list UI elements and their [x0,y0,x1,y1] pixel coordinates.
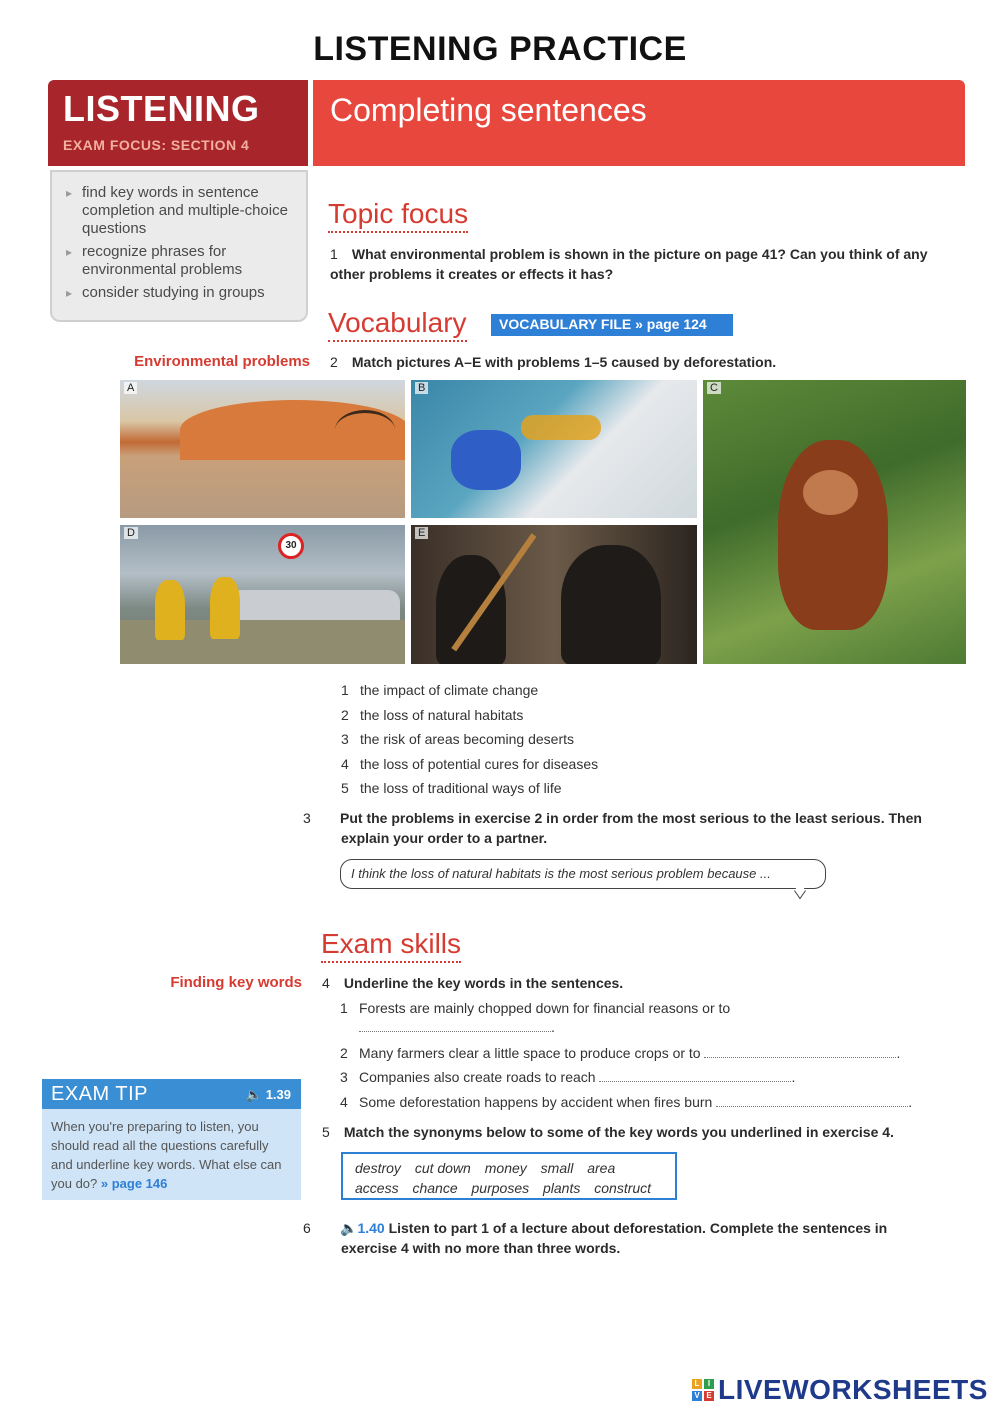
objectives-box [50,170,308,322]
speed-limit-sign: 30 [278,533,304,559]
exercise-2-text: Match pictures A–E with problems 1–5 caused by deforestation. [351,354,777,370]
sentence-end: . [791,1069,796,1085]
exercise-6 [303,1218,922,1258]
unit-title-banner [313,80,965,166]
sentence-4 [340,1092,912,1112]
item-text: the risk of areas becoming deserts [360,731,574,748]
item-number: 4 [341,755,349,772]
answer-blank[interactable] [716,1093,908,1107]
audio-track-number: 1.39 [265,1087,291,1102]
vocabulary-heading: Vocabulary [328,307,467,342]
picture-a-desert [120,380,405,518]
item-number: 3 [340,1069,348,1085]
answer-blank[interactable] [704,1044,896,1058]
sentence-1-gap [359,1017,555,1037]
speaker-icon: 🔈 [245,1087,263,1102]
list-item [341,755,598,780]
logo-letter: E [704,1391,714,1401]
exercise-4 [322,973,952,993]
exercise-number: 4 [322,975,330,991]
sentence-1 [340,998,940,1018]
exercise-1 [330,244,960,284]
item-number: 2 [341,706,349,723]
synonym-word: destroy [355,1160,401,1176]
exam-tip-header [42,1079,301,1109]
synonym-word: chance [412,1180,458,1196]
exam-tip-page-link[interactable]: » page 146 [100,1176,168,1191]
picture-label: B [415,382,428,394]
synonym-word: area [587,1160,616,1176]
exam-focus-label: EXAM FOCUS: SECTION 4 [63,137,250,153]
sentence-3 [340,1067,795,1087]
exam-tip-title: EXAM TIP [51,1083,148,1105]
exam-tip-body [42,1109,301,1200]
exam-tip-audio[interactable] [246,1087,291,1103]
exercise-5-text: Match the synonyms below to some of the key words you underlined in exercise 4. [343,1124,894,1140]
item-number: 5 [341,780,349,797]
objective-item: ▸ recognize phrases for environmental problems [66,243,296,279]
logo-letter: L [692,1379,702,1389]
section-name: LISTENING [63,88,260,129]
logo-letter: I [704,1379,714,1389]
exam-skills-heading: Exam skills [321,928,461,963]
sentence-text: Many farmers clear a little space to produce crops or to [359,1045,701,1061]
blue-glove-shape [451,430,521,490]
exercise-3 [303,808,952,848]
synonyms-row [355,1158,663,1178]
picture-label: D [124,527,138,539]
brand-name: LIVEWORKSHEETS [718,1374,988,1405]
item-number: 3 [341,731,349,748]
logo-letter: V [692,1391,702,1401]
synonym-word: small [540,1160,574,1176]
list-item [341,681,598,706]
list-item [341,779,598,804]
exercise-4-text: Underline the key words in the sentences. [343,975,624,991]
list-item [341,706,598,731]
picture-b-scientist [411,380,697,518]
item-number: 1 [340,1000,348,1016]
list-item [341,730,598,755]
exercise-number: 3 [303,810,311,826]
answer-blank[interactable] [359,1018,551,1032]
picture-label: C [707,382,721,394]
item-text: the loss of natural habitats [360,706,524,723]
synonym-word: construct [594,1180,652,1196]
exercise-number: 2 [330,354,338,370]
synonym-word: purposes [471,1180,530,1196]
goggles-shape [521,415,601,440]
sentence-end: . [908,1094,913,1110]
audio-track-number: 1.40 [357,1220,385,1236]
exercise-number: 6 [303,1220,311,1236]
exercise-1-text: What environmental problem is shown in the picture on page 41? Can you think of any other problems it creates or effects it has? [330,246,928,282]
orangutan-shape [778,440,888,630]
item-number: 1 [341,682,349,698]
synonym-word: plants [543,1180,581,1196]
liveworksheets-logo [692,1373,988,1407]
speaker-icon: 🔈 [340,1220,358,1236]
synonyms-box [341,1152,677,1200]
vocabulary-file-link[interactable]: VOCABULARY FILE » page 124 [491,314,733,336]
item-text: the loss of traditional ways of life [360,780,562,797]
topic-focus-heading: Topic focus [328,198,468,233]
person-shape [436,555,506,664]
sentence-text: Some deforestation happens by accident when fires burn [359,1094,713,1110]
item-text: the loss of potential cures for diseases [360,755,599,772]
item-text: the impact of climate change [360,682,539,698]
exercise-6-text: Listen to part 1 of a lecture about deforestation. Complete the sentences in exercise 4 with no more than three words. [341,1220,888,1256]
picture-label: A [124,382,137,394]
sentence-end: . [896,1045,901,1061]
exercise-number: 1 [330,246,338,262]
exam-tip-text: When you're preparing to listen, you should read all the questions carefully and underline key words. What else can you do? [51,1119,282,1191]
sentence-text: Companies also create roads to reach [359,1069,596,1085]
objective-item: ▸ find key words in sentence completion and multiple-choice questions [66,184,296,238]
unit-title: Completing sentences [330,92,647,128]
orangutan-face-shape [803,470,858,515]
exercise-5 [322,1122,952,1142]
exercise-6-audio[interactable] [340,1220,385,1236]
rescuer-shape [210,577,240,639]
environmental-problems-label: Environmental problems [134,353,310,370]
item-number: 2 [340,1045,348,1061]
exercise-3-text: Put the problems in exercise 2 in order from the most serious to the least serious. Then explain your order to a partner. [340,810,922,846]
page-title: LISTENING PRACTICE [313,30,687,68]
rescuer-shape [155,580,185,640]
picture-c-orangutan [703,380,966,664]
section-banner [48,80,308,166]
picture-d-flood [120,525,405,664]
exercise-2 [330,352,960,372]
dead-tree-shape [335,410,395,450]
answer-blank[interactable] [599,1068,791,1082]
objective-item: ▸ consider studying in groups [66,284,296,302]
synonyms-row [355,1178,663,1198]
problems-list [341,681,598,804]
picture-e-indigenous-people [411,525,697,664]
speech-bubble: I think the loss of natural habitats is the most serious problem because ... [340,859,826,889]
synonym-word: access [355,1180,399,1196]
picture-label: E [415,527,428,539]
exercise-number: 5 [322,1124,330,1140]
person-shape [561,545,661,664]
sentence-end: . [551,1019,555,1035]
sentence-text: Forests are mainly chopped down for financial reasons or to [359,1000,731,1016]
synonym-word: cut down [414,1160,471,1176]
logo-squares-icon [692,1379,714,1401]
synonym-word: money [484,1160,527,1176]
item-number: 4 [340,1094,348,1110]
sentence-2 [340,1043,900,1063]
finding-key-words-label: Finding key words [170,974,302,991]
